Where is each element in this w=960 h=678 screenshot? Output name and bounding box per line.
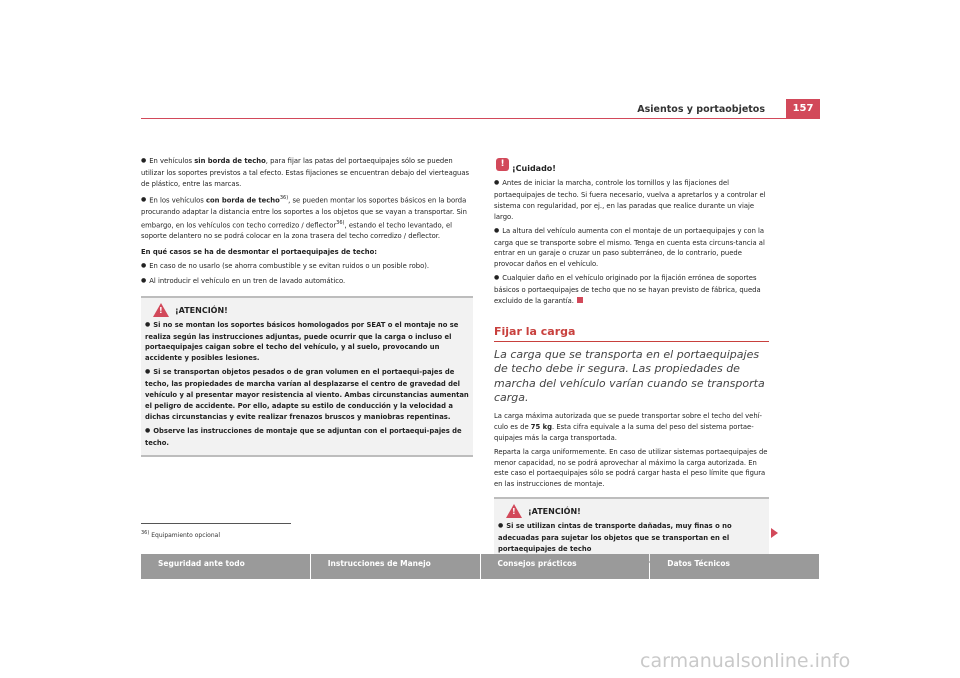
bullet-item <box>141 193 473 242</box>
warning-triangle-icon <box>153 303 169 317</box>
footnote-ref[interactable]: 36) <box>279 194 289 201</box>
footer-tab-datos[interactable]: Datos Técnicos <box>650 554 819 579</box>
footnote-text: Equipamiento opcional <box>151 532 221 539</box>
subheading: En qué casos se ha de desmontar el portaequipajes de techo: <box>141 247 378 256</box>
text: Cualquier daño en el vehículo originado por la fijación errónea de soportes básicos o portaequipajes de techo que no se hayan previsto de fábrica, queda excluido de la garantía. <box>494 274 761 306</box>
page-number: 157 <box>786 99 820 119</box>
warning-title: ¡ATENCIÓN! <box>528 507 581 517</box>
bullet-item: ● En caso de no usarlo (se ahorra combustible y se evitan ruidos o un posible robo). <box>141 261 473 273</box>
paragraph: Reparta la carga uniformemente. En caso de utilizar sistemas portaequipajes de menor capacidad, no se podrá aprovechar al máximo la carga autorizada. En este caso el portaequipajes sólo se podrá cargar hasta el peso límite que figura en las instrucciones de montaje. <box>494 447 768 489</box>
text: La carga máxima autorizada que se puede transportar sobre el techo del vehí-culo es de <box>494 411 762 431</box>
footnote <box>141 530 220 539</box>
footnote-rule <box>141 523 291 524</box>
bold-text: 75 kg <box>530 422 553 431</box>
caution-title: ¡Cuidado! <box>512 164 556 173</box>
right-column <box>494 156 769 563</box>
warning-mark: ! <box>512 507 516 517</box>
text: , estando el techo levantado, el soporte delantero no se podrá colocar en la zona trasera del techo corredizo / deflector. <box>141 221 453 240</box>
warning-title: ¡ATENCIÓN! <box>175 305 228 315</box>
warning-item: ● Si se utilizan cintas de transporte dañadas, muy finas o no adecuadas para sujetar los objetos que se transportan en el portaequipajes de techo <box>498 521 765 555</box>
caution-header <box>494 156 769 178</box>
footer-tab-instrucciones[interactable]: Instrucciones de Manejo <box>311 554 480 579</box>
warning-header <box>145 300 469 320</box>
footnote-marker: 36) <box>141 530 150 536</box>
text: En vehículos <box>149 157 195 165</box>
text: , se pueden montar los soportes básicos en la borda procurando adaptar la distancia entre los soportes a los objetos que se vayan a transportar. Sin embargo, en los vehículos con techo corredizo / deflector <box>141 195 467 230</box>
footer-tabs <box>141 554 819 579</box>
warning-header <box>498 501 765 521</box>
end-of-section-icon <box>577 297 583 303</box>
text: En los vehículos <box>149 195 206 204</box>
watermark: carmanualsonline.info <box>640 650 851 672</box>
footer-tab-seguridad[interactable]: Seguridad ante todo <box>141 554 310 579</box>
bullet-item: ● Al introducir el vehículo en un tren de lavado automático. <box>141 276 473 288</box>
left-column <box>141 156 473 457</box>
caution-icon: ! <box>496 158 509 171</box>
footnote-ref[interactable]: 36) <box>336 219 345 226</box>
warning-body <box>145 320 469 449</box>
section-title: Fijar la carga <box>494 327 769 342</box>
page-header-title: Asientos y portaobjetos <box>637 104 765 115</box>
header-rule <box>141 118 819 119</box>
paragraph <box>494 411 769 444</box>
caution-item <box>494 273 769 307</box>
section-subtitle: La carga que se transporta en el portaequipajes de techo debe ir segura. Las propiedades de marcha del vehículo varían cuando se transporta carga. <box>494 347 765 405</box>
caution-item: ● La altura del vehículo aumenta con el montaje de un portaequipajes y con la carga que se transporte sobre el mismo. Tenga en cuenta esta circuns-tancia al entrar en un garaje o cruzar un paso subterráneo, de lo contrario, puede provocar daños en el vehículo. <box>494 226 769 271</box>
text: . Esta cifra equivale a la suma del peso del sistema portae-quipajes más la carga transportada. <box>494 422 754 442</box>
warning-item: ● Observe las instrucciones de montaje que se adjuntan con el portaequi-pajes de techo. <box>145 426 469 449</box>
next-page-arrow-icon[interactable] <box>771 528 778 538</box>
bold-text: con borda de techo <box>205 195 280 204</box>
warning-triangle-icon <box>506 504 522 518</box>
warning-mark: ! <box>159 305 163 315</box>
text: , para fijar las patas del portaequipajes sólo se pueden utilizar los soportes previstos a tal efecto. Estas fijaciones se encuentran debajo del vierteaguas de plástico, entre las marcas. <box>141 157 470 188</box>
bold-text: sin borda de techo <box>194 157 266 165</box>
warning-box <box>141 296 473 457</box>
footer-tab-consejos[interactable]: Consejos prácticos <box>481 554 650 579</box>
bullet-item <box>141 156 473 190</box>
warning-item: ● Si no se montan los soportes básicos homologados por SEAT o el montaje no se realiza según las instrucciones adjuntas, puede ocurrir que la carga o incluso el portaequipajes caigan sobre el techo del vehículo, y al suelo, provocando un accidente y posibles lesiones. <box>145 320 469 365</box>
warning-item: ● Si se transportan objetos pesados o de gran volumen en el portaequi-pajes de techo, las propiedades de marcha varían al desplazarse el centro de gravedad del vehículo y al presentar mayor resistencia al viento. Ambas circunstancias aumentan el peligro de accidente. Por ello, adapte su estilo de conducción y la velocidad a dichas circunstancias y evite realizar frenazos bruscos y maniobras repentinas. <box>145 367 469 423</box>
caution-item: ● Antes de iniciar la marcha, controle los tornillos y las fijaciones del portaequipajes de techo. Si fuera necesario, vuelva a apretarlos y a controlar el sistema con regularidad, por ej., en las paradas que realice durante un viaje largo. <box>494 178 769 223</box>
warning-body <box>498 521 765 555</box>
